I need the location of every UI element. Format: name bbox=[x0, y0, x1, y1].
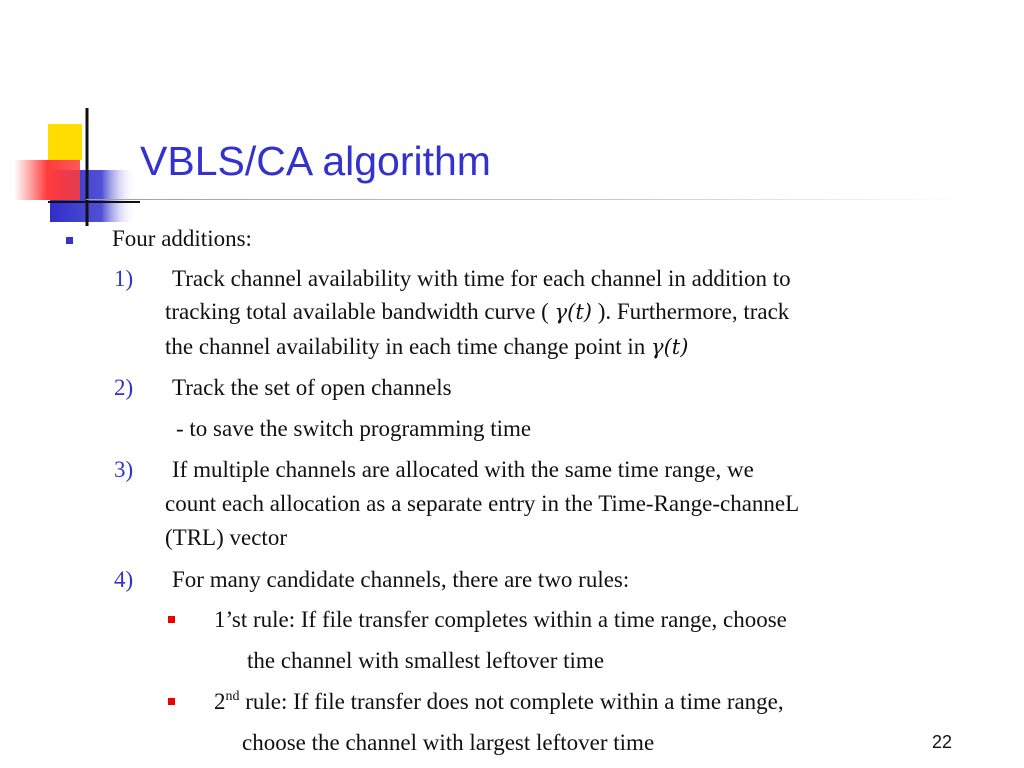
red-bullet-icon bbox=[168, 616, 175, 623]
rule-2-line-1 bbox=[214, 689, 784, 715]
intro-text: Four additions: bbox=[112, 226, 252, 251]
rule-1-line-2: the channel with smallest leftover time bbox=[247, 648, 605, 673]
deco-yellow-square bbox=[48, 124, 82, 160]
item-3-line-1: If multiple channels are allocated with the same time range, we bbox=[172, 457, 754, 482]
item-number: 2) bbox=[114, 375, 134, 400]
gamma-t-symbol: γ(t) bbox=[554, 300, 592, 324]
rule-2-line-2: choose the channel with largest leftover time bbox=[242, 730, 655, 755]
rule-2-superscript: nd bbox=[225, 689, 240, 704]
item-1-line-3-text: the channel availability in each time change point in bbox=[165, 334, 646, 359]
item-3-line-3: (TRL) vector bbox=[165, 525, 287, 550]
slide-title: VBLS/CA algorithm bbox=[140, 138, 491, 184]
item-1-line-2-text: tracking total available bandwidth curve ( bbox=[165, 299, 549, 324]
item-2-line-1: Track the set of open channels bbox=[172, 375, 452, 400]
item-4-line-1: For many candidate channels, there are two rules: bbox=[172, 567, 630, 592]
bullet-square-icon bbox=[66, 237, 73, 244]
item-number: 1) bbox=[114, 266, 134, 291]
red-bullet-icon bbox=[168, 698, 175, 705]
item-1-line-2-tail: ). Furthermore, track bbox=[597, 299, 790, 324]
item-2-line-2: - to save the switch programming time bbox=[176, 416, 532, 441]
rule-1-line-1: 1’st rule: If file transfer completes within a time range, choose bbox=[214, 607, 787, 632]
item-3-line-2: count each allocation as a separate entry in the Time-Range-channeL bbox=[165, 491, 800, 516]
page-number: 22 bbox=[932, 732, 953, 752]
item-1-line-3 bbox=[165, 334, 688, 360]
corner-decoration bbox=[0, 0, 140, 240]
item-number: 4) bbox=[114, 567, 134, 592]
item-1-line-1: Track channel availability with time for each channel in addition to bbox=[172, 266, 791, 291]
item-1-line-2 bbox=[165, 299, 789, 325]
deco-red-square bbox=[14, 160, 80, 200]
item-number: 3) bbox=[114, 457, 134, 482]
rule-2-line-1-text: rule: If file transfer does not complete within a time range, bbox=[239, 689, 784, 714]
rule-2-prefix: 2 bbox=[214, 689, 226, 714]
gamma-t-symbol: γ(t) bbox=[651, 335, 689, 359]
title-underline bbox=[86, 199, 966, 200]
